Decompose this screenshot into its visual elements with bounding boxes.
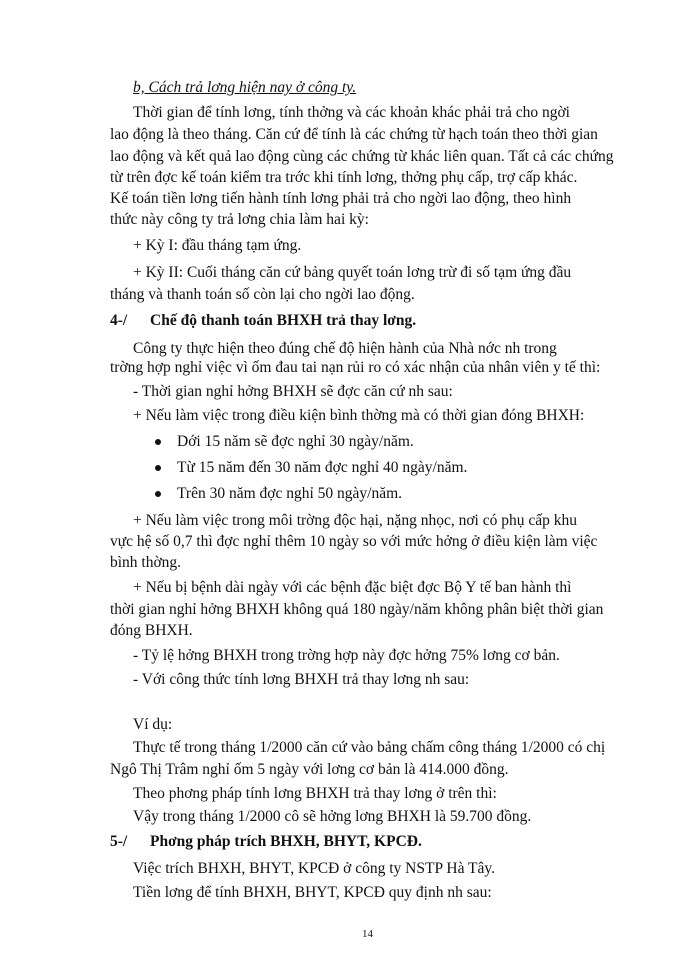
section-number: 4-/ bbox=[110, 312, 128, 329]
bullet-icon bbox=[155, 491, 161, 497]
bullet-icon bbox=[155, 465, 161, 471]
paragraph-line: Thời gian để tính lơng, tính thởng và các khoản khác phải trả cho ngời bbox=[133, 104, 570, 121]
bullet-item: Dới 15 năm sẽ đợc nghỉ 30 ngày/năm. bbox=[177, 433, 414, 450]
bullet-item: Từ 15 năm đến 30 năm đợc nghỉ 40 ngày/năm. bbox=[177, 459, 468, 476]
paragraph-line: Vậy trong tháng 1/2000 cô sẽ hởng lơng BHXH là 59.700 đồng. bbox=[133, 808, 532, 825]
paragraph-line: - Tỷ lệ hởng BHXH trong trờng hợp này đợc hởng 75% lơng cơ bản. bbox=[133, 647, 560, 664]
paragraph-line: Ngô Thị Trâm nghỉ ốm 5 ngày với lơng cơ bản là 414.000 đồng. bbox=[110, 761, 509, 778]
paragraph-line: bình thờng. bbox=[110, 554, 182, 571]
paragraph-line: lao động và kết quả lao động cùng các chứng từ khác liên quan. Tất cả các chứng bbox=[110, 148, 614, 165]
paragraph-line: + Nếu làm việc trong điều kiện bình thờng mà có thời gian đóng BHXH: bbox=[133, 407, 585, 424]
ky1-line: + Kỳ I: đầu tháng tạm ứng. bbox=[133, 237, 302, 254]
paragraph-line: Theo phơng pháp tính lơng BHXH trả thay lơng ở trên thì: bbox=[133, 785, 497, 802]
paragraph-line: thời gian nghỉ hởng BHXH không quá 180 ngày/năm không phân biệt thời gian bbox=[110, 601, 604, 618]
paragraph-line: Thực tế trong tháng 1/2000 căn cứ vào bảng chấm công tháng 1/2000 có chị bbox=[133, 739, 606, 756]
paragraph-line: - Với công thức tính lơng BHXH trả thay lơng nh sau: bbox=[133, 671, 470, 688]
bullet-item: Trên 30 năm đợc nghỉ 50 ngày/năm. bbox=[177, 485, 403, 502]
paragraph-line: Kế toán tiền lơng tiến hành tính lơng phải trả cho ngời lao động, theo hình bbox=[110, 190, 572, 207]
paragraph-line: + Kỳ II: Cuối tháng căn cứ bảng quyết toán lơng trừ đi số tạm ứng đầu bbox=[133, 264, 572, 281]
subsection-heading: b, Cách trả lơng hiện nay ở công ty. bbox=[133, 79, 357, 96]
paragraph-line: trờng hợp nghỉ việc vì ốm đau tai nạn rủi ro có xác nhận của nhân viên y tế thì: bbox=[110, 359, 601, 376]
paragraph-line: đóng BHXH. bbox=[110, 622, 193, 639]
paragraph-line: tháng và thanh toán số còn lại cho ngời lao động. bbox=[110, 286, 415, 303]
paragraph-line: thức này công ty trả lơng chia làm hai kỳ: bbox=[110, 211, 369, 228]
paragraph-line: Việc trích BHXH, BHYT, KPCĐ ở công ty NSTP Hà Tây. bbox=[133, 860, 496, 877]
section-number: 5-/ bbox=[110, 833, 128, 850]
section-title: Chế độ thanh toán BHXH trả thay lơng. bbox=[150, 312, 417, 329]
paragraph-line: Công ty thực hiện theo đúng chế độ hiện hành của Nhà nớc nh trong bbox=[133, 340, 557, 357]
page-number: 14 bbox=[362, 928, 373, 940]
section-title: Phơng pháp trích BHXH, BHYT, KPCĐ. bbox=[150, 833, 422, 850]
paragraph-line: - Thời gian nghỉ hởng BHXH sẽ đợc căn cứ nh sau: bbox=[133, 383, 453, 400]
example-label: Ví dụ: bbox=[133, 716, 173, 733]
paragraph-line: + Nếu làm việc trong môi trờng độc hại, nặng nhọc, nơi có phụ cấp khu bbox=[133, 512, 577, 529]
bullet-icon bbox=[155, 439, 161, 445]
paragraph-line: vực hệ số 0,7 thì đợc nghỉ thêm 10 ngày so với mức hởng ở điều kiện làm việc bbox=[110, 533, 598, 550]
paragraph-line: từ trên đợc kế toán kiểm tra trớc khi tính lơng, thởng phụ cấp, trợ cấp khác. bbox=[110, 169, 578, 186]
paragraph-line: + Nếu bị bệnh dài ngày với các bệnh đặc biệt đợc Bộ Y tế ban hành thì bbox=[133, 579, 572, 596]
paragraph-line: lao động là theo tháng. Căn cứ để tính là các chứng từ hạch toán theo thời gian bbox=[110, 126, 598, 143]
paragraph-line: Tiền lơng để tính BHXH, BHYT, KPCĐ quy định nh sau: bbox=[133, 884, 492, 901]
